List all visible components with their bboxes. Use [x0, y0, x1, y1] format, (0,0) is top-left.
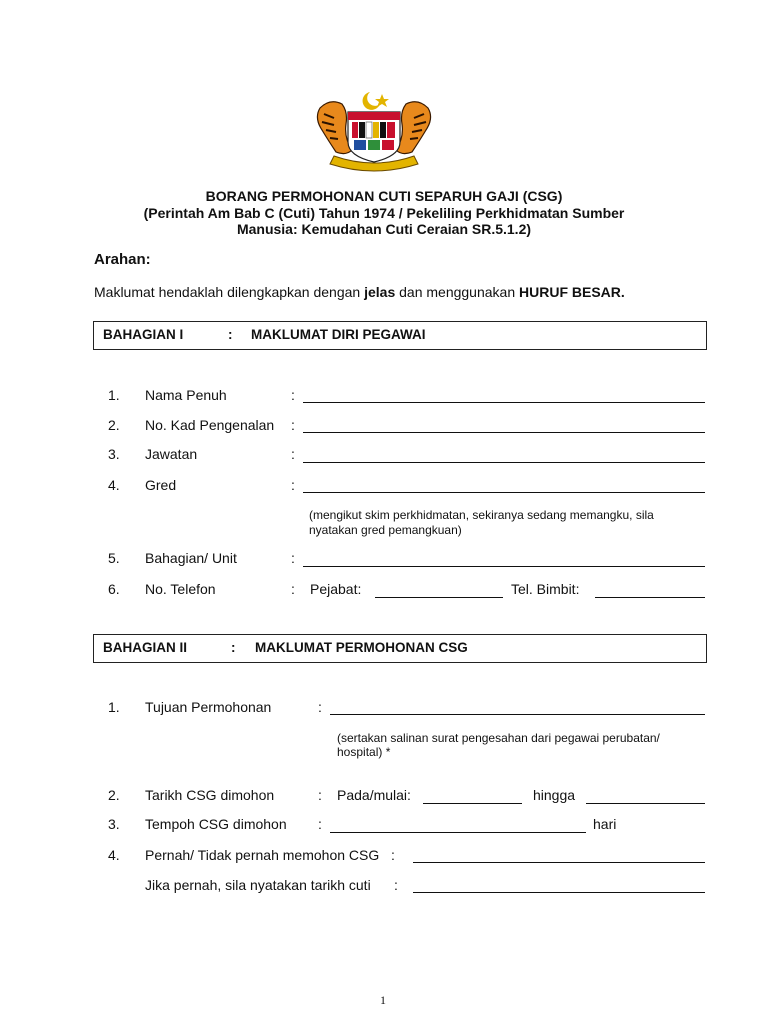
form-title-line1: BORANG PERMOHONAN CUTI SEPARUH GAJI (CSG) — [205, 188, 563, 204]
field-number: 4. — [108, 847, 120, 863]
section1-label: BAHAGIAN I — [103, 327, 184, 342]
section2-header — [93, 634, 707, 663]
mobile-phone-label: Tel. Bimbit: — [511, 581, 580, 597]
field-colon: : — [318, 816, 322, 832]
field-colon: : — [394, 877, 398, 893]
field-number: 1. — [108, 387, 120, 403]
office-phone-field[interactable] — [375, 597, 503, 598]
position-field[interactable] — [303, 462, 705, 463]
date-from-field[interactable] — [423, 803, 522, 804]
office-phone-label: Pejabat: — [310, 581, 362, 597]
instructions-bold-jelas: jelas — [364, 284, 396, 300]
field-number: 2. — [108, 787, 120, 803]
grade-note-line2: nyatakan gred pemangkuan) — [309, 523, 462, 537]
coat-of-arms-icon — [312, 88, 436, 174]
field-colon: : — [291, 477, 295, 493]
field-colon: : — [291, 387, 295, 403]
mobile-phone-field[interactable] — [595, 597, 705, 598]
instructions-heading: Arahan: — [94, 251, 151, 268]
division-unit-field[interactable] — [303, 566, 705, 567]
field-colon: : — [291, 550, 295, 566]
instructions-text — [94, 284, 625, 300]
instructions-text-part: dan menggunakan — [395, 284, 519, 300]
section1-colon: : — [228, 327, 233, 342]
purpose-note-line2: hospital) * — [337, 745, 391, 759]
previous-application-label: Pernah/ Tidak pernah memohon CSG — [145, 847, 380, 863]
field-colon: : — [391, 847, 395, 863]
previous-date-field[interactable] — [413, 892, 705, 893]
section1-title: MAKLUMAT DIRI PEGAWAI — [251, 327, 426, 342]
leave-duration-label: Tempoh CSG dimohon — [145, 816, 287, 832]
field-colon: : — [318, 699, 322, 715]
section1-header — [93, 321, 707, 350]
page-number: 1 — [380, 993, 386, 1007]
field-number: 2. — [108, 417, 120, 433]
section2-colon: : — [231, 640, 236, 655]
duration-unit-label: hari — [593, 816, 617, 832]
purpose-label: Tujuan Permohonan — [145, 699, 272, 715]
field-number: 1. — [108, 699, 120, 715]
field-number: 3. — [108, 816, 120, 832]
full-name-label: Nama Penuh — [145, 387, 227, 403]
date-to-label: hingga — [533, 787, 576, 803]
field-colon: : — [291, 581, 295, 597]
leave-date-label: Tarikh CSG dimohon — [145, 787, 275, 803]
field-number: 5. — [108, 550, 120, 566]
field-number: 4. — [108, 477, 120, 493]
field-number: 6. — [108, 581, 120, 597]
grade-label: Gred — [145, 477, 177, 493]
section2-title: MAKLUMAT PERMOHONAN CSG — [255, 640, 468, 655]
date-from-label: Pada/mulai: — [337, 787, 411, 803]
position-label: Jawatan — [145, 446, 198, 462]
field-colon: : — [291, 446, 295, 462]
field-colon: : — [318, 787, 322, 803]
phone-label: No. Telefon — [145, 581, 216, 597]
ic-number-field[interactable] — [303, 432, 705, 433]
previous-application-field[interactable] — [413, 862, 705, 863]
full-name-field[interactable] — [303, 402, 705, 403]
grade-note-line1: (mengikut skim perkhidmatan, sekiranya sedang memangku, sila — [309, 508, 654, 522]
form-title-line3: Manusia: Kemudahan Cuti Ceraian SR.5.1.2) — [236, 221, 532, 237]
leave-duration-field[interactable] — [330, 832, 586, 833]
instructions-bold-huruf-besar: HURUF BESAR. — [519, 284, 625, 300]
division-unit-label: Bahagian/ Unit — [145, 550, 237, 566]
purpose-note-line1: (sertakan salinan surat pengesahan dari pegawai perubatan/ — [337, 731, 660, 745]
form-title-line2: (Perintah Am Bab C (Cuti) Tahun 1974 / Pekeliling Perkhidmatan Sumber — [143, 205, 625, 221]
field-number: 3. — [108, 446, 120, 462]
field-colon: : — [291, 417, 295, 433]
grade-field[interactable] — [303, 492, 705, 493]
purpose-field[interactable] — [330, 714, 705, 715]
previous-date-label: Jika pernah, sila nyatakan tarikh cuti — [145, 877, 371, 893]
section2-label: BAHAGIAN II — [103, 640, 187, 655]
ic-number-label: No. Kad Pengenalan — [145, 417, 275, 433]
instructions-text-part: Maklumat hendaklah dilengkapkan dengan — [94, 284, 365, 300]
date-to-field[interactable] — [586, 803, 705, 804]
